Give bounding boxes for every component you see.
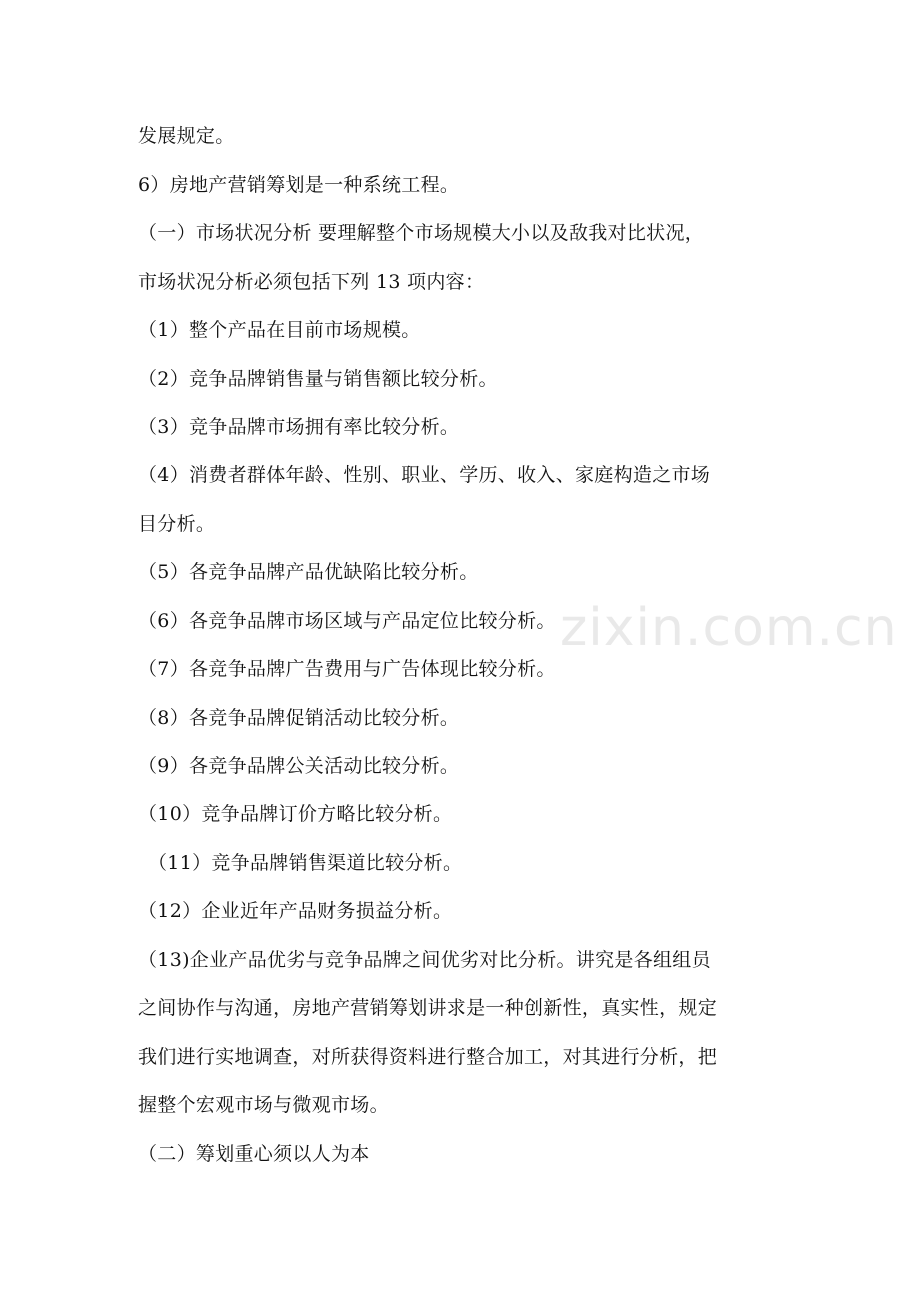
list-item: （9）各竞争品牌公关活动比较分析。: [138, 755, 460, 777]
text-line: 6）房地产营销筹划是一种系统工程。: [138, 174, 460, 196]
list-item: （11）竞争品牌销售渠道比较分析。: [148, 852, 463, 874]
text-line: 发展规定。: [138, 125, 235, 147]
list-item: （7）各竞争品牌广告费用与广告体现比较分析。: [138, 658, 556, 680]
section-heading: （二）筹划重心须以人为本: [138, 1143, 370, 1165]
list-item: （1）整个产品在目前市场规模。: [138, 319, 421, 341]
list-item: （10）竞争品牌订价方略比较分析。: [138, 803, 453, 825]
watermark: zixin.com.cn: [560, 598, 898, 658]
text-line: 握整个宏观市场与微观市场。: [138, 1094, 389, 1116]
section-heading: （一）市场状况分析 要理解整个市场规模大小以及敌我对比状况，: [138, 222, 705, 244]
list-item: （2）竞争品牌销售量与销售额比较分析。: [138, 368, 498, 390]
text-line: 目分析。: [138, 513, 216, 535]
text-line: 市场状况分析必须包括下列 13 项内容：: [138, 271, 485, 293]
list-item: （12）企业近年产品财务损益分析。: [138, 900, 453, 922]
list-item: （3）竞争品牌市场拥有率比较分析。: [138, 416, 460, 438]
list-item: （13)企业产品优劣与竞争品牌之间优劣对比分析。讲究是各组组员: [138, 949, 711, 971]
text-line: 之间协作与沟通，房地产营销筹划讲求是一种创新性，真实性，规定: [138, 997, 718, 1019]
list-item: （6）各竞争品牌市场区域与产品定位比较分析。: [138, 610, 556, 632]
list-item: （8）各竞争品牌促销活动比较分析。: [138, 707, 460, 729]
text-line: 我们进行实地调查，对所获得资料进行整合加工，对其进行分析，把: [138, 1046, 718, 1068]
list-item: （5）各竞争品牌产品优缺陷比较分析。: [138, 561, 479, 583]
list-item: （4）消费者群体年龄、性别、职业、学历、收入、家庭构造之市场: [138, 464, 711, 486]
